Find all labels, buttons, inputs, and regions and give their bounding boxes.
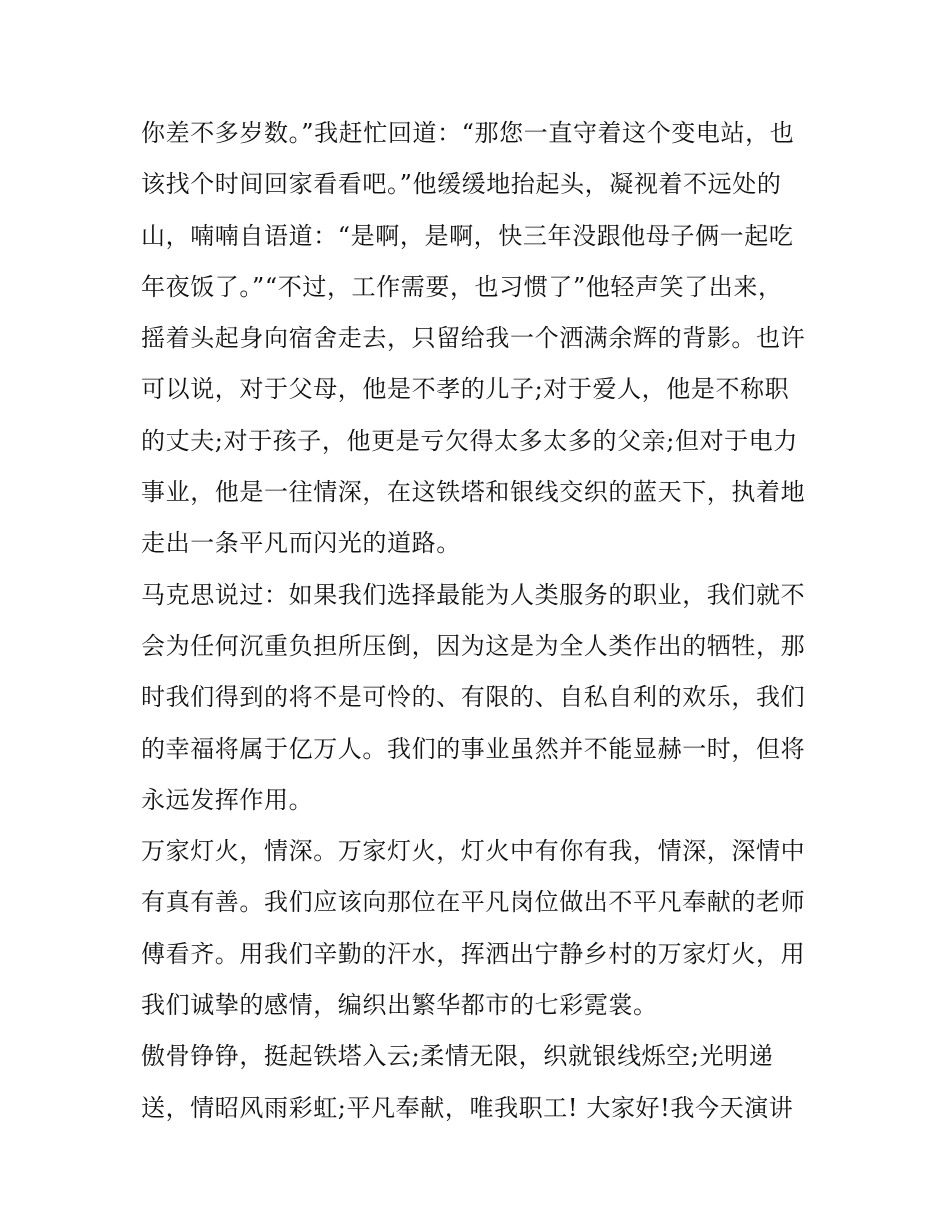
text-line: 的幸福将属于亿万人。我们的事业虽然并不能显赫一时，但将	[141, 734, 806, 763]
text-line: 该找个时间回家看看吧。”他缓缓地抬起头，凝视着不远处的	[141, 170, 782, 199]
document-body	[141, 108, 821, 1134]
text-line: 摇着头起身向宿舍走去，只留给我一个洒满余辉的背影。也许	[141, 324, 806, 353]
text-line: 山，喃喃自语道：“是啊，是啊，快三年没跟他母子俩一起吃	[141, 221, 794, 250]
text-line: 的丈夫;对于孩子，他更是亏欠得太多太多的父亲;但对于电力	[141, 426, 798, 455]
text-line: 年夜饭了。”“不过，工作需要，也习惯了”他轻声笑了出来，	[141, 272, 783, 301]
text-line: 永远发挥作用。	[141, 785, 314, 814]
text-line: 会为任何沉重负担所压倒，因为这是为全人类作出的牺牲，那	[141, 631, 806, 660]
text-line: 事业，他是一往情深，在这铁塔和银线交织的蓝天下，执着地	[141, 478, 806, 507]
text-line: 马克思说过：如果我们选择最能为人类服务的职业，我们就不	[141, 580, 806, 609]
text-line: 送，情昭风雨彩虹;平凡奉献，唯我职工! 大家好!我今天演讲	[141, 1093, 794, 1122]
text-line: 傲骨铮铮，挺起铁塔入云;柔情无限，织就银线烁空;光明递	[141, 1042, 774, 1071]
text-line: 时我们得到的将不是可怜的、有限的、自私自利的欢乐，我们	[141, 683, 806, 712]
text-line: 你差不多岁数。”我赶忙回道：“那您一直守着这个变电站，也	[141, 119, 795, 147]
text-line: 万家灯火，情深。万家灯火，灯火中有你有我，情深，深情中	[141, 837, 806, 866]
text-line: 有真有善。我们应该向那位在平凡岗位做出不平凡奉献的老师	[141, 888, 806, 917]
text-line: 我们诚挚的感情，编织出繁华都市的七彩霓裳。	[141, 991, 658, 1020]
text-line: 可以说，对于父母，他是不孝的儿子;对于爱人，他是不称职	[141, 375, 790, 404]
text-line: 走出一条平凡而闪光的道路。	[141, 529, 461, 558]
text-line: 傅看齐。用我们辛勤的汗水，挥洒出宁静乡村的万家灯火，用	[141, 939, 806, 968]
